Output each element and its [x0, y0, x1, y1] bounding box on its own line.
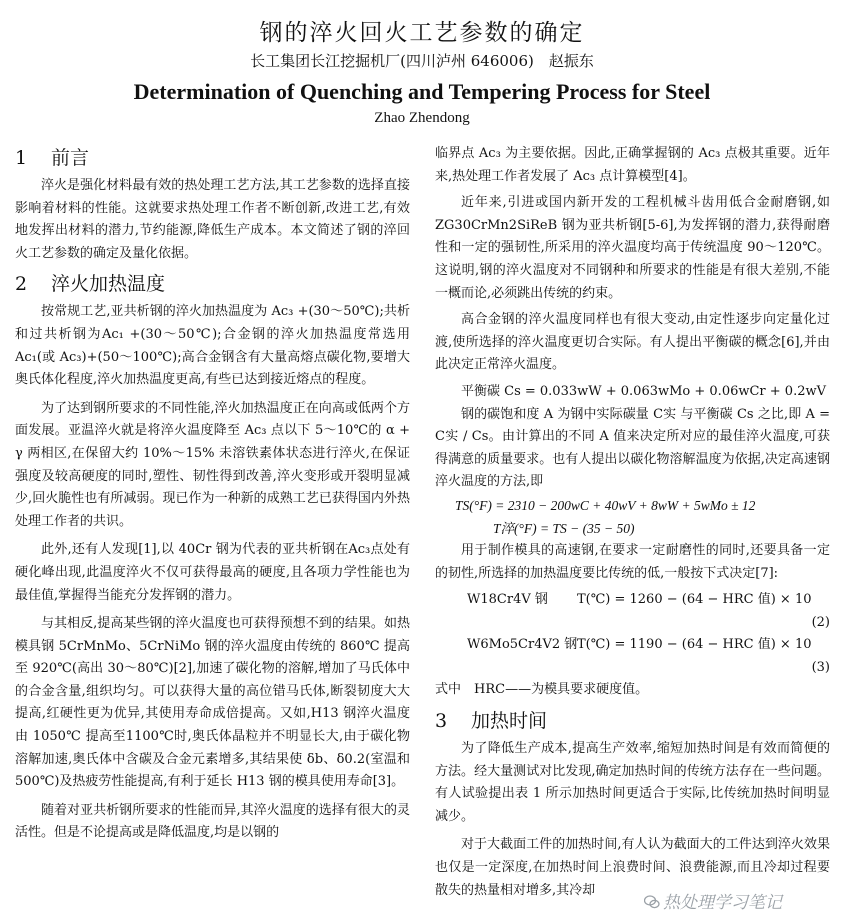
wechat-icon	[644, 894, 660, 910]
equilibrium-carbon-formula: 平衡碳 Cs = 0.033wW + 0.063wMo + 0.06wCr + 0.2wV	[461, 383, 826, 399]
equation-body: T(℃) = 1190 − (64 − HRC 值) × 10	[577, 637, 812, 653]
paragraph: 为了达到钢所要求的不同性能,淬火加热温度正在向高或低两个方面发展。亚温淬火就是将淬火温度降至 Ac₃ 点以下 5～10℃的 α + γ 两相区,在保留大约 10%～15% 未溶铁素体状态进行淬火,在保证强度及较高硬度的同时,塑性、韧性得到改善,淬火变形或开裂明显减少,回火脆性也有所减弱。现已作为一种新的成熟工艺已获得国内外热处理工作者的共识。	[15, 400, 410, 529]
paragraph: 高合金钢的淬火温度同样也有很大变动,由定性逐步向定量化过渡,使所选择的淬火温度更切合实际。有人提出平衡碳的概念[6],并由此决定正常淬火温度。	[435, 312, 830, 373]
equation-3	[435, 634, 830, 657]
paragraph: 用于制作模具的高速钢,在要求一定耐磨性的同时,还要具备一定的韧性,所选择的加热温度要比传统的低,一般按下式决定[7]:	[435, 542, 830, 581]
author-affiliation: 长工集团长江挖掘机厂(四川泸州 646006) 赵振东	[250, 52, 594, 70]
paragraph: 近年来,引进或国内新开发的工程机械斗齿用低合金耐磨钢,如 ZG30CrMn2SiReB 钢为亚共析钢[5-6],为发挥钢的潜力,获得耐磨性和一定的强韧性,所采用的淬火温度均高于传统温度 90～120℃。这说明,钢的淬火温度对不同钢种和所要求的性能是有很大差别,不能一概而论,必须跳出传统的约束。	[435, 195, 830, 301]
equation-body: T(℃) = 1260 − (64 − HRC 值) × 10	[577, 592, 812, 608]
paragraph: 钢的碳饱和度 A 为钢中实际碳量 C实 与平衡碳 Cs 之比,即 A = C实 / Cs。由计算出的不同 A 值来决定所对应的最佳淬火温度,可获得满意的质量要求。也有人提出以碳化物溶解温度为依据,决定高速钢淬火温度的方法,即	[435, 406, 830, 490]
equation-number: (3)	[811, 659, 830, 675]
section-title: 加热时间	[471, 710, 548, 733]
equation-label: W6Mo5Cr4V2 钢	[467, 637, 578, 653]
section-number: 1	[15, 147, 28, 169]
english-title: Determination of Quenching and Tempering Process for Steel	[133, 79, 711, 104]
section-heading-2	[15, 269, 410, 299]
section-number: 3	[435, 710, 448, 733]
formula-quench: T淬(°F) = TS − (35 − 50)	[493, 520, 635, 536]
formula-note: 式中 HRC——为模具要求硬度值。	[435, 682, 649, 698]
section-heading-1	[15, 143, 410, 173]
section-title: 淬火加热温度	[51, 273, 166, 296]
paragraph: 随着对亚共析钢所要求的性能而异,其淬火温度的选择有很大的灵活性。但是不论提高或是降低温度,均是以钢的	[15, 802, 410, 841]
paragraph: 对于大截面工件的加热时间,有人认为截面大的工件达到淬火效果也仅是一定深度,在加热时间上浪费时间、浪费能源,而且冷却过程要散失的热量相对增多,其冷却	[435, 837, 830, 898]
paper-title: 钢的淬火回火工艺参数的确定	[259, 20, 585, 46]
watermark-text: 热处理学习笔记	[663, 893, 782, 913]
english-author: Zhao Zhendong	[374, 110, 470, 126]
section-number: 2	[15, 273, 28, 296]
left-column	[15, 143, 410, 845]
paragraph: 与其相反,提高某些钢的淬火温度也可获得预想不到的结果。如热模具钢 5CrMnMo、5CrNiMo 钢的淬火温度由传统的 860℃ 提高至 920℃(高出 30～80℃)[2],加速了碳化物的溶解,增加了马氏体中的合金含量,组织均匀。可以获得大量的高位错马氏体,断裂韧度大大提高,红硬性更为优异,其使用寿命成倍提高。又如,H13 钢淬火温度由 1050℃ 提高至1100℃时,奥氏体晶粒并不明显长大,由于碳化物溶解加速,奥氏体中含碳及合金元素增多,其结果使 δb、δ0.2(室温和500℃)及热疲劳性能提高,有利于延长 H13 钢的模具使用寿命[3]。	[15, 616, 410, 790]
formula-ts: TS(°F) = 2310 − 200wC + 40wV + 8wW + 5wMo ± 12	[455, 497, 756, 513]
watermark	[640, 888, 786, 913]
paragraph: 此外,还有人发现[1],以 40Cr 钢为代表的亚共析钢在Ac₃点处有硬化峰出现,此温度淬火不仅可获得最高的硬度,且各项力学性能也为最佳值,掌握得当能充分发挥钢的潜力。	[15, 542, 410, 603]
equation-2	[435, 589, 830, 612]
paragraph: 临界点 Ac₃ 为主要依据。因此,正确掌握钢的 Ac₃ 点极其重要。近年来,热处理工作者发展了 Ac₃ 点计算模型[4]。	[435, 146, 830, 184]
section-title: 前言	[51, 147, 90, 169]
right-column	[435, 143, 830, 902]
paragraph: 淬火是强化材料最有效的热处理工艺方法,其工艺参数的选择直接影响着材料的性能。这就要求热处理工作者不断创新,改进工艺,有效地发挥出材料的潜力,节约能源,降低生产成本。本文简述了钢的淬回火工艺参数的确定及量化依据。	[15, 178, 410, 261]
paragraph: 按常规工艺,亚共析钢的淬火加热温度为 Ac₃ +(30～50℃);共析和过共析钢为Ac₁ +(30～50℃);合金钢的淬火加热温度常选用Ac₁(或 Ac₃)+(50～100℃);高合金钢含有大量高熔点碳化物,要增大奥氏体化程度,淬火加热温度更高,有些已达到接近熔点的程度。	[15, 304, 410, 388]
equation-number: (2)	[811, 614, 830, 630]
section-heading-3	[435, 706, 830, 736]
equation-label: W18Cr4V 钢	[467, 592, 548, 608]
paragraph: 为了降低生产成本,提高生产效率,缩短加热时间是有效而简便的方法。经大量测试对比发现,确定加热时间的传统方法存在一些问题。有人试验提出表 1 所示加热时间更适合于实际,比传统加热时间明显减少。	[435, 741, 830, 824]
